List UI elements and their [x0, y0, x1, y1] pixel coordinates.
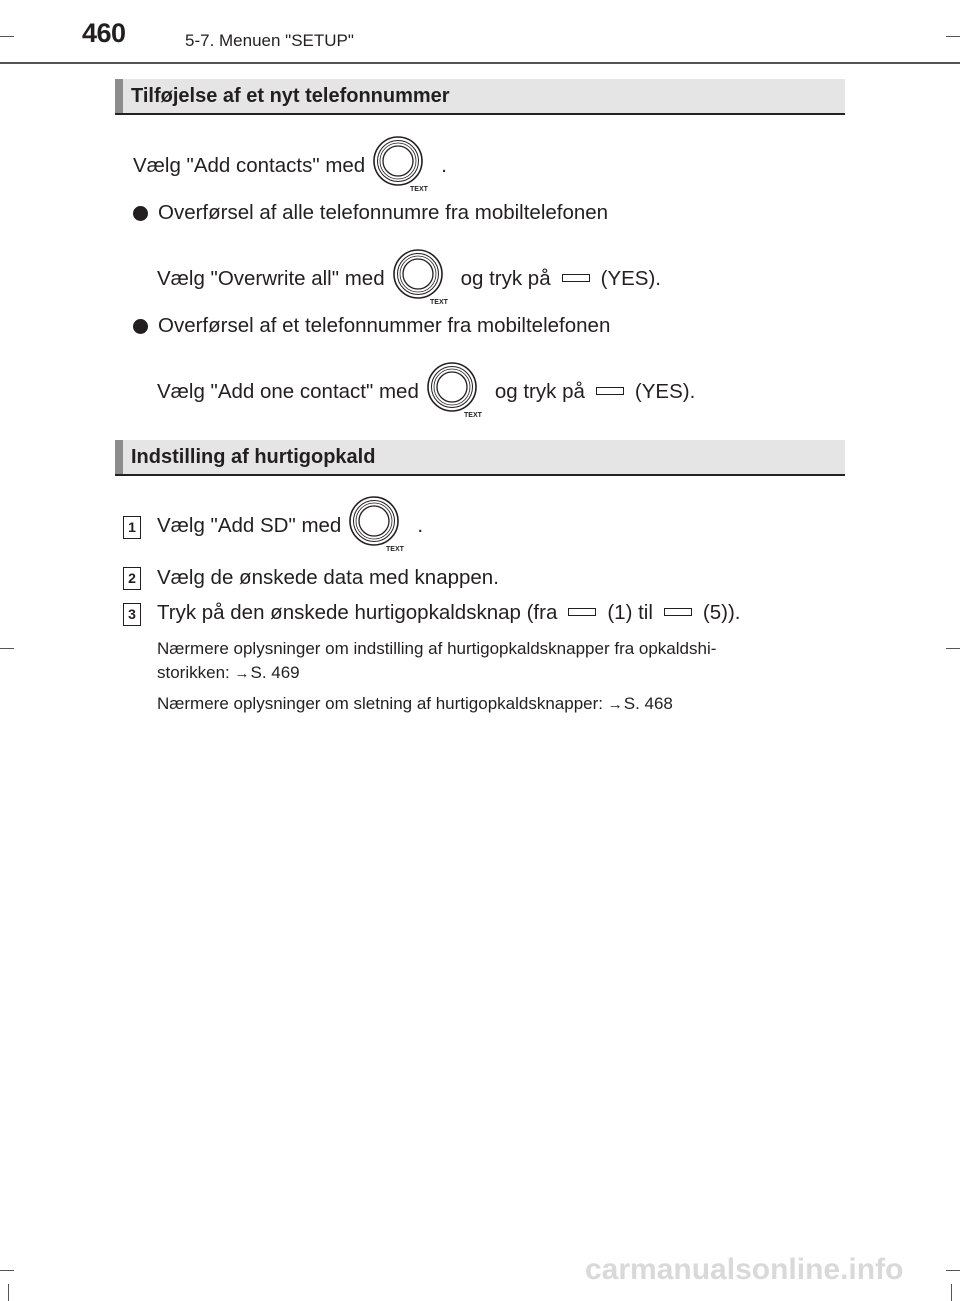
- crop-mark: [946, 36, 960, 37]
- section-title: Tilføjelse af et nyt telefonnummer: [131, 85, 450, 107]
- crop-mark: [0, 36, 14, 37]
- intro-text: Vælg "Add contacts" med: [133, 154, 366, 177]
- bullet-heading-2: [133, 312, 610, 340]
- tune-knob-icon: [425, 360, 489, 424]
- note-text: Nærmere oplysninger om sletning af hurtigopkaldsknapper:: [157, 694, 608, 713]
- note-text: storikken:: [157, 663, 235, 682]
- crop-mark: [8, 1284, 9, 1301]
- preset-button-icon: [568, 608, 596, 616]
- crop-mark: [0, 1270, 14, 1271]
- arrow-icon: →: [234, 665, 250, 682]
- step-text-end: .: [417, 514, 424, 537]
- step-number-3: 3: [123, 603, 141, 626]
- crop-mark: [0, 648, 14, 649]
- instruction-text-middle: og tryk på: [460, 267, 551, 290]
- step-2: [157, 564, 499, 592]
- bullet-instruction-1: [157, 247, 661, 311]
- instruction-text-end: (YES).: [600, 267, 661, 290]
- section-header-bar: [115, 79, 123, 113]
- preset-button-icon: [664, 608, 692, 616]
- preset-button-icon: [562, 274, 590, 282]
- crop-mark: [946, 1270, 960, 1271]
- section-header-add-number: [115, 79, 845, 115]
- crop-mark: [946, 648, 960, 649]
- bullet-heading-text: Overførsel af et telefonnummer fra mobiltelefonen: [158, 314, 611, 337]
- header-rule: [0, 62, 960, 64]
- page-reference-link[interactable]: S. 468: [623, 694, 673, 713]
- intro-instruction: [133, 134, 447, 198]
- note-1: [157, 637, 847, 686]
- intro-text-end: .: [441, 154, 447, 177]
- section-header-bar: [115, 440, 123, 474]
- step-text: Tryk på den ønskede hurtigopkaldsknap (fra: [157, 601, 558, 624]
- instruction-text: Vælg "Overwrite all" med: [157, 267, 385, 290]
- step-number-2: 2: [123, 567, 141, 590]
- bullet-heading-text: Overførsel af alle telefonnumre fra mobiltelefonen: [158, 201, 609, 224]
- watermark: carmanualsonline.info: [585, 1253, 904, 1286]
- knob-label: TEXT: [386, 546, 405, 553]
- bullet-heading-1: [133, 199, 608, 227]
- step-text-end: (5)).: [702, 601, 741, 624]
- tune-knob-icon: [347, 494, 411, 558]
- instruction-text: Vælg "Add one contact" med: [157, 380, 419, 403]
- step-3: [157, 599, 740, 627]
- knob-label: TEXT: [410, 186, 429, 193]
- instruction-text-end: (YES).: [634, 380, 696, 403]
- bullet-icon: [133, 206, 148, 221]
- bullet-instruction-2: [157, 360, 695, 424]
- step-text: Vælg "Add SD" med: [157, 514, 342, 537]
- step-text-middle: (1) til: [607, 601, 653, 624]
- note-line: Nærmere oplysninger om indstilling af hurtigopkaldsknapper fra opkaldshi-: [157, 639, 717, 658]
- crop-mark: [951, 1284, 952, 1301]
- arrow-icon: →: [607, 696, 623, 713]
- note-line: [157, 661, 847, 686]
- page-reference-link[interactable]: S. 469: [250, 663, 300, 682]
- page-number: 460: [82, 18, 126, 48]
- step-number-1: 1: [123, 516, 141, 539]
- instruction-text-middle: og tryk på: [494, 380, 585, 403]
- knob-label: TEXT: [463, 412, 482, 419]
- chapter-title: 5-7. Menuen "SETUP": [185, 31, 354, 50]
- tune-knob-icon: [391, 247, 455, 311]
- bullet-icon: [133, 319, 148, 334]
- step-text: Vælg de ønskede data med knappen.: [157, 566, 499, 589]
- step-1: [157, 494, 423, 558]
- section-title: Indstilling af hurtigopkald: [131, 446, 376, 468]
- note-2: [157, 692, 847, 717]
- preset-button-icon: [596, 387, 624, 395]
- section-header-speed-dial: [115, 440, 845, 476]
- tune-knob-icon: [371, 134, 435, 198]
- knob-label: TEXT: [429, 299, 448, 306]
